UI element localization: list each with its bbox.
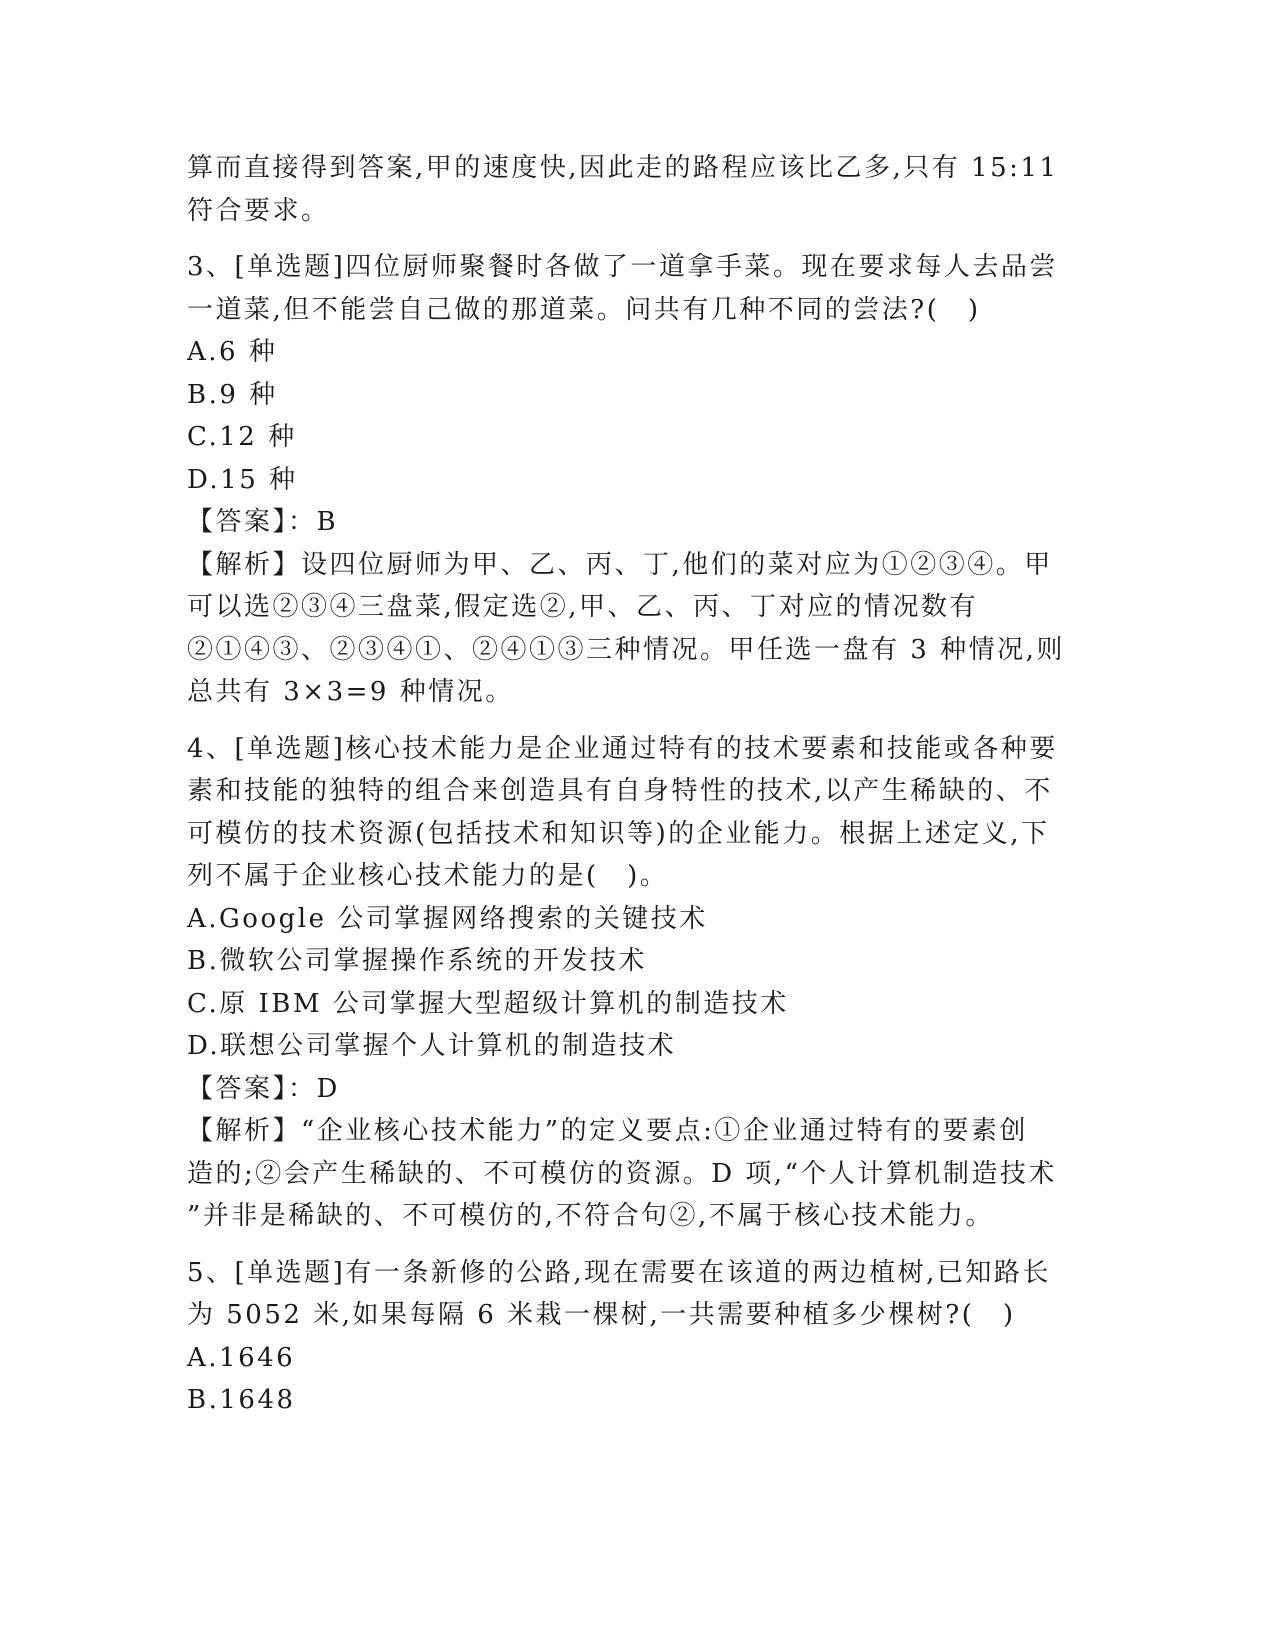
text-line: ②①④③、②③④①、②④①③三种情况。甲任选一盘有 3 种情况,则 [187, 634, 1065, 665]
text-line: C.12 种 [187, 422, 297, 452]
paragraph-gap [187, 714, 1082, 728]
paragraph-gap [187, 232, 1082, 246]
text-line: 素和技能的独特的组合来创造具有自身特性的技术,以产生稀缺的、不 [187, 776, 1053, 806]
text-line: 可模仿的技术资源(包括技术和知识等)的企业能力。根据上述定义,下 [187, 818, 1050, 849]
text-line: A.1646 [187, 1342, 296, 1373]
text-line: D.15 种 [187, 464, 298, 495]
text-line: 算而直接得到答案,甲的速度快,因此走的路程应该比乙多,只有 15:11 [187, 153, 1059, 183]
text-line: 【答案】：B [187, 507, 339, 537]
document-body [187, 147, 1082, 1422]
text-line: 一道菜,但不能尝自己做的那道菜。问共有几种不同的尝法?( ) [187, 294, 981, 325]
text-line: 4、[单选题]核心技术能力是企业通过特有的技术要素和技能或各种要 [187, 733, 1058, 764]
text-line: 【答案】：D [187, 1073, 340, 1104]
text-line: 可以选②③④三盘菜,假定选②,甲、乙、丙、丁对应的情况数有 [187, 592, 979, 622]
text-line: 为 5052 米,如果每隔 6 米栽一棵树,一共需要种植多少棵树?( ) [187, 1300, 1016, 1330]
text-line: B.9 种 [187, 379, 278, 410]
text-line: 5、[单选题]有一条新修的公路,现在需要在该道的两边植树,已知路长 [187, 1257, 1051, 1288]
text-line: 【解析】“企业核心技术能力”的定义要点:①企业通过特有的要素创 [187, 1116, 1028, 1146]
text-line: B.微软公司掌握操作系统的开发技术 [187, 946, 647, 976]
text-line: 3、[单选题]四位厨师聚餐时各做了一道拿手菜。现在要求每人去品尝 [187, 252, 1058, 282]
text-line: C.原 IBM 公司掌握大型超级计算机的制造技术 [187, 988, 789, 1019]
text-line: A.6 种 [187, 337, 278, 367]
text-line: D.联想公司掌握个人计算机的制造技术 [187, 1031, 677, 1061]
text-line: 【解析】设四位厨师为甲、乙、丙、丁,他们的菜对应为①②③④。甲 [187, 549, 1053, 580]
paragraph-gap [187, 1238, 1082, 1252]
text-line: 造的;②会产生稀缺的、不可模仿的资源。D 项,“个人计算机制造技术 [187, 1158, 1057, 1189]
text-line: B.1648 [187, 1385, 296, 1415]
text-line: 列不属于企业核心技术能力的是( )。 [187, 861, 669, 891]
text-line: 总共有 3×3=9 种情况。 [187, 677, 514, 707]
text-line: A.Google 公司掌握网络搜索的关键技术 [187, 903, 708, 934]
text-line: 符合要求。 [187, 195, 330, 226]
text-line: ”并非是稀缺的、不可模仿的,不符合句②,不属于核心技术能力。 [187, 1201, 994, 1231]
